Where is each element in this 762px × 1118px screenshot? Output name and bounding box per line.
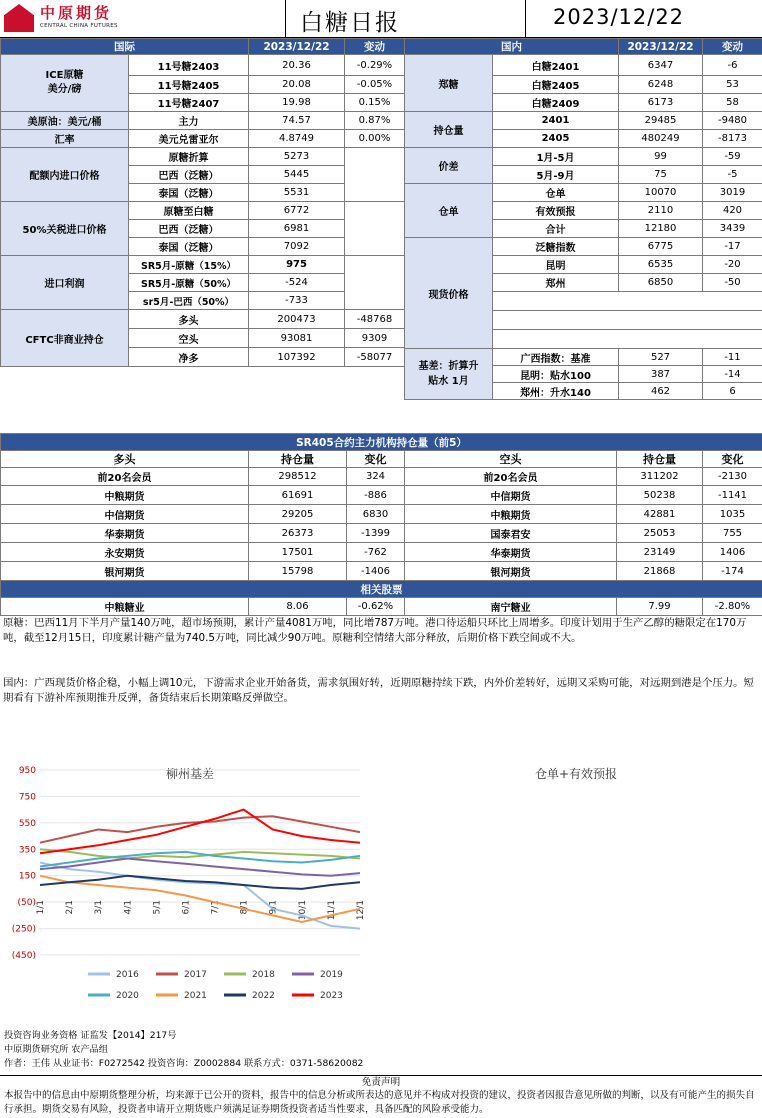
spot-change: -50 xyxy=(703,274,762,292)
oi-contract: 2401 xyxy=(493,112,619,130)
short-member: 中粮期货 xyxy=(405,505,617,524)
long-member: 前20名会员 xyxy=(1,468,249,486)
long-oi: 17501 xyxy=(249,543,347,562)
basis-change: -11 xyxy=(703,349,762,366)
table-row xyxy=(1,524,762,543)
long-change-header: 变化 xyxy=(347,451,405,468)
spot-label: 现货价格 xyxy=(405,238,493,349)
y-tick-label: 150 xyxy=(18,871,36,882)
oil-contract: 主力 xyxy=(129,112,249,130)
fx-label: 汇率 xyxy=(1,130,129,148)
tariff-item: 原糖至白糖 xyxy=(129,202,249,220)
stock-change: -2.80% xyxy=(703,598,762,616)
intl-table xyxy=(0,38,405,367)
basis-chart xyxy=(0,750,372,1025)
positions-table xyxy=(0,433,762,616)
stock-change: -0.62% xyxy=(347,598,405,616)
fx-rate: 4.8749 xyxy=(249,130,345,148)
spot-change: -17 xyxy=(703,238,762,256)
fx-change: 0.00% xyxy=(345,130,405,148)
cftc-label: CFTC非商业持仓 xyxy=(1,310,129,367)
tariff-label: 50%关税进口价格 xyxy=(1,202,129,256)
short-oi-header: 持仓量 xyxy=(617,451,703,468)
legend-label: 2020 xyxy=(116,991,139,1001)
short-member: 银河期货 xyxy=(405,562,617,581)
logo-cn-text: 中原期货 xyxy=(40,4,113,22)
wr-item: 仓单 xyxy=(493,184,619,202)
spot-item: 泛糖指数 xyxy=(493,238,619,256)
tariff-item: 泰国（泛糖） xyxy=(129,238,249,256)
zz-change: 53 xyxy=(703,76,762,94)
ice-change: -0.05% xyxy=(345,76,405,94)
table-row xyxy=(1,543,762,562)
ice-contract: 11号糖2403 xyxy=(129,55,249,76)
basis-change: 6 xyxy=(703,383,762,400)
dom-section-header: 国内 xyxy=(405,39,619,55)
long-change: -1406 xyxy=(347,562,405,581)
x-tick-label: 9/1 xyxy=(268,900,279,915)
long-oi-header: 持仓量 xyxy=(249,451,347,468)
ice-contract: 11号糖2405 xyxy=(129,76,249,94)
stock-price: 7.99 xyxy=(617,598,703,616)
long-oi: 26373 xyxy=(249,524,347,543)
spot-item: 郑州 xyxy=(493,274,619,292)
long-change: 324 xyxy=(347,468,405,486)
zz-price: 6173 xyxy=(619,94,703,112)
domestic-commentary: 国内：广西现货价格企稳，小幅上调10元，下游需求企业开始备货，需求氛围好转，近期原糖持续下跌，内外价差转好，远期又采购可能，对远期到港是个压力。短期看有下游补库预期推升反弹，备货结束后长期策略反弹做空。 xyxy=(3,677,754,704)
stock-price: 8.06 xyxy=(249,598,347,616)
short-change: 1406 xyxy=(703,543,762,562)
ice-price: 20.08 xyxy=(249,76,345,94)
long-header: 多头 xyxy=(1,451,249,468)
long-change: -762 xyxy=(347,543,405,562)
profit-label: 进口利润 xyxy=(1,256,129,310)
author-line: 作者：王伟 从业证书：F0272542 投资咨询：Z0002884 联系方式：0371-58620082 xyxy=(4,1058,364,1069)
basis-item: 广西指数：基准 xyxy=(493,349,619,366)
x-tick-label: 8/1 xyxy=(239,900,250,915)
zz-price: 6347 xyxy=(619,55,703,76)
short-header: 空头 xyxy=(405,451,617,468)
legend-label: 2021 xyxy=(184,991,207,1001)
long-change: 6830 xyxy=(347,505,405,524)
intl-commentary: 原糖：巴西11月下半月产量140万吨，超市场预期，累计产量4081万吨，同比增787万吨。港口待运船只环比上周增多。印度计划用于生产乙醇的糖限定在170万吨，截至12月15日，印度累计糖产量为740.5万吨，同比减少90万吨。原糖利空情绪大部分释放，后期价格下跌空间或不大。 xyxy=(3,617,747,644)
domestic-table xyxy=(404,38,762,400)
cftc-item: 净多 xyxy=(129,348,249,367)
long-member: 永安期货 xyxy=(1,543,249,562)
long-member: 中粮期货 xyxy=(1,486,249,505)
long-oi: 298512 xyxy=(249,468,347,486)
zz-change: -6 xyxy=(703,55,762,76)
legend-label: 2016 xyxy=(116,970,139,980)
positions-title: SR405合约主力机构持仓量（前5） xyxy=(1,434,762,451)
logo-en-text: CENTRAL CHINA FUTURES xyxy=(40,23,118,29)
oi-change: -8173 xyxy=(703,130,762,148)
tariff-price: 7092 xyxy=(249,238,345,256)
wr-value: 2110 xyxy=(619,202,703,220)
cftc-item: 多头 xyxy=(129,310,249,329)
short-member: 国泰君安 xyxy=(405,524,617,543)
oil-label: 美原油：美元/桶 xyxy=(1,112,129,130)
wr-item: 有效预报 xyxy=(493,202,619,220)
table-row xyxy=(1,562,762,581)
ice-change: -0.29% xyxy=(345,55,405,76)
chart-title: 柳州基差 xyxy=(165,767,215,781)
profit-value: -733 xyxy=(249,292,345,310)
quota-price: 5445 xyxy=(249,166,345,184)
quota-item: 巴西（泛糖） xyxy=(129,166,249,184)
cftc-value: 93081 xyxy=(249,329,345,348)
quota-price: 5273 xyxy=(249,148,345,166)
x-tick-label: 3/1 xyxy=(94,900,105,915)
basis-value: 387 xyxy=(619,366,703,383)
zz-contract: 白糖2405 xyxy=(493,76,619,94)
x-tick-label: 10/1 xyxy=(297,900,308,921)
x-tick-label: 1/1 xyxy=(36,900,46,915)
x-tick-label: 11/1 xyxy=(326,900,337,921)
oi-change: -9480 xyxy=(703,112,762,130)
legend-label: 2017 xyxy=(184,970,207,980)
short-oi: 25053 xyxy=(617,524,703,543)
cftc-change: -48768 xyxy=(345,310,405,329)
x-tick-label: 6/1 xyxy=(181,900,192,915)
wr-change: 420 xyxy=(703,202,762,220)
zz-change: 58 xyxy=(703,94,762,112)
stocks-title: 相关股票 xyxy=(1,581,762,598)
ice-price: 19.98 xyxy=(249,94,345,112)
oi-value: 480249 xyxy=(619,130,703,148)
oil-price: 74.57 xyxy=(249,112,345,130)
ice-price: 20.36 xyxy=(249,55,345,76)
disclaimer-title: 免责声明 xyxy=(361,1077,401,1088)
long-oi: 15798 xyxy=(249,562,347,581)
oil-change: 0.87% xyxy=(345,112,405,130)
long-change: -886 xyxy=(347,486,405,505)
spread-label: 价差 xyxy=(405,148,493,184)
zz-contract: 白糖2409 xyxy=(493,94,619,112)
cftc-value: 200473 xyxy=(249,310,345,329)
tariff-price: 6772 xyxy=(249,202,345,220)
oi-contract: 2405 xyxy=(493,130,619,148)
table-row xyxy=(1,486,762,505)
y-tick-label: (250) xyxy=(11,924,36,935)
intl-date-header: 2023/12/22 xyxy=(249,39,345,55)
cftc-change: -58077 xyxy=(345,348,405,367)
disclaimer xyxy=(0,1075,762,1117)
quota-price: 5531 xyxy=(249,184,345,202)
spread-change: -5 xyxy=(703,166,762,184)
cftc-value: 107392 xyxy=(249,348,345,367)
logo-mark-icon xyxy=(4,4,34,32)
short-change: -174 xyxy=(703,562,762,581)
fx-pair: 美元兑雷亚尔 xyxy=(129,130,249,148)
table-row xyxy=(1,598,762,616)
short-member: 前20名会员 xyxy=(405,468,617,486)
short-member: 华泰期货 xyxy=(405,543,617,562)
wr-value: 12180 xyxy=(619,220,703,238)
long-oi: 61691 xyxy=(249,486,347,505)
spread-value: 75 xyxy=(619,166,703,184)
table-row xyxy=(1,468,762,486)
spread-item: 1月-5月 xyxy=(493,148,619,166)
zz-price: 6248 xyxy=(619,76,703,94)
cftc-change: 9309 xyxy=(345,329,405,348)
y-tick-label: 550 xyxy=(18,818,36,829)
legend-label: 2023 xyxy=(320,991,343,1001)
intl-change-header: 变动 xyxy=(345,39,405,55)
spot-value: 6850 xyxy=(619,274,703,292)
short-oi: 50238 xyxy=(617,486,703,505)
dom-date-header: 2023/12/22 xyxy=(619,39,703,55)
legend-label: 2022 xyxy=(252,991,275,1001)
wr-item: 合计 xyxy=(493,220,619,238)
basis-value: 527 xyxy=(619,349,703,366)
ice-label: ICE原糖 美分/磅 xyxy=(1,55,129,112)
table-row xyxy=(1,505,762,524)
profit-value: -524 xyxy=(249,274,345,292)
short-oi: 23149 xyxy=(617,543,703,562)
header-divider xyxy=(285,0,286,38)
short-member: 中信期货 xyxy=(405,486,617,505)
series-line-2022 xyxy=(40,876,360,889)
stock-name: 南宁糖业 xyxy=(405,598,617,616)
legend-label: 2018 xyxy=(252,970,275,980)
x-tick-label: 12/1 xyxy=(356,900,366,921)
short-oi: 42881 xyxy=(617,505,703,524)
header-divider xyxy=(525,0,526,38)
short-oi: 21868 xyxy=(617,562,703,581)
legend-label: 2019 xyxy=(320,970,343,980)
ice-change: 0.15% xyxy=(345,94,405,112)
report-title: 白糖日报 xyxy=(300,10,400,36)
stock-name: 中粮糖业 xyxy=(1,598,249,616)
wr-change: 3019 xyxy=(703,184,762,202)
dom-change-header: 变动 xyxy=(703,39,762,55)
profit-item: sr5月-巴西（50%） xyxy=(129,292,249,310)
oi-value: 29485 xyxy=(619,112,703,130)
license-line: 投资咨询业务资格 证监发【2014】217号 xyxy=(4,1030,177,1041)
quota-label: 配额内进口价格 xyxy=(1,148,129,202)
zz-label: 郑糖 xyxy=(405,55,493,112)
tariff-item: 巴西（泛糖） xyxy=(129,220,249,238)
quota-item: 泰国（泛糖） xyxy=(129,184,249,202)
company-logo xyxy=(4,3,136,35)
x-tick-label: 2/1 xyxy=(65,900,76,915)
wr-label: 仓单 xyxy=(405,184,493,238)
disclaimer-body: 本报告中的信息由中原期货整理分析，均来源于已公开的资料，报告中的信息分析或所表达的意见并不构成对投资的建议，投资者因报告意见所做的判断，以及有可能产生的损失自行承担。期货交易有风险，投资者申请开立期货账户须满足证券期货投资者适当性要求，具备匹配的风险承受能力。 xyxy=(4,1090,755,1115)
y-tick-label: 950 xyxy=(18,766,36,776)
spot-value: 6535 xyxy=(619,256,703,274)
spread-item: 5月-9月 xyxy=(493,166,619,184)
long-member: 银河期货 xyxy=(1,562,249,581)
long-oi: 29205 xyxy=(249,505,347,524)
wr-value: 10070 xyxy=(619,184,703,202)
spot-value: 6775 xyxy=(619,238,703,256)
short-change: 1035 xyxy=(703,505,762,524)
basis-value: 462 xyxy=(619,383,703,400)
ice-contract: 11号糖2407 xyxy=(129,94,249,112)
short-change: 755 xyxy=(703,524,762,543)
y-tick-label: (50) xyxy=(17,898,36,909)
y-tick-label: (450) xyxy=(11,951,36,961)
spread-value: 99 xyxy=(619,148,703,166)
quota-item: 原糖折算 xyxy=(129,148,249,166)
profit-value: 975 xyxy=(249,256,345,274)
warehouse-chart xyxy=(384,744,762,1024)
y-tick-label: 350 xyxy=(18,845,36,856)
short-change: -2130 xyxy=(703,468,762,486)
long-member: 中信期货 xyxy=(1,505,249,524)
x-tick-label: 4/1 xyxy=(123,900,134,915)
chart-title: 仓单+有效预报 xyxy=(534,767,618,781)
short-oi: 311202 xyxy=(617,468,703,486)
spot-change: -20 xyxy=(703,256,762,274)
profit-item: SR5月-原糖（50%） xyxy=(129,274,249,292)
short-change-header: 变化 xyxy=(703,451,762,468)
profit-item: SR5月-原糖（15%） xyxy=(129,256,249,274)
oi-label: 持仓量 xyxy=(405,112,493,148)
intl-section-header: 国际 xyxy=(1,39,249,55)
basis-item: 昆明：贴水100 xyxy=(493,366,619,383)
y-tick-label: 750 xyxy=(18,792,36,803)
wr-change: 3439 xyxy=(703,220,762,238)
x-tick-label: 5/1 xyxy=(152,900,163,915)
institute-line: 中原期货研究所 农产品组 xyxy=(4,1044,108,1055)
long-member: 华泰期货 xyxy=(1,524,249,543)
zz-contract: 白糖2401 xyxy=(493,55,619,76)
long-change: -1399 xyxy=(347,524,405,543)
basis-label: 基差：折算升 贴水 1月 xyxy=(405,349,493,400)
basis-item: 郑州：升水140 xyxy=(493,383,619,400)
tariff-price: 6981 xyxy=(249,220,345,238)
basis-change: -14 xyxy=(703,366,762,383)
spread-change: -59 xyxy=(703,148,762,166)
spot-item: 昆明 xyxy=(493,256,619,274)
report-date: 2023/12/22 xyxy=(553,5,685,29)
short-change: -1141 xyxy=(703,486,762,505)
cftc-item: 空头 xyxy=(129,329,249,348)
report-header xyxy=(0,0,762,38)
x-tick-label: 7/1 xyxy=(210,900,221,915)
series-line-2017 xyxy=(40,816,360,842)
